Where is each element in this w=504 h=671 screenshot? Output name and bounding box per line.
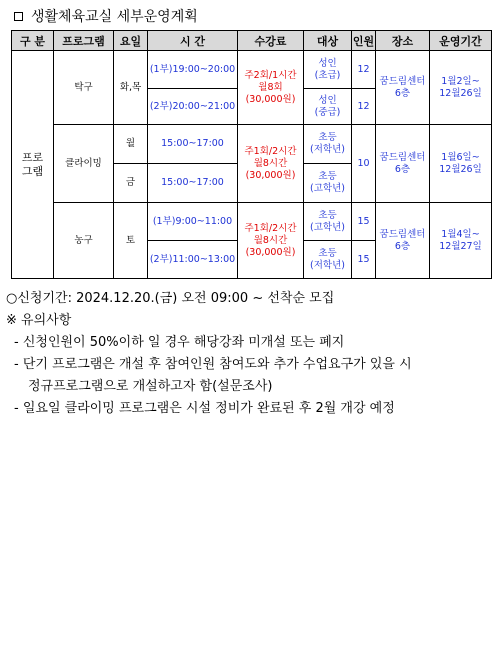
header-category: 구 분 bbox=[12, 31, 54, 51]
application-period: ○신청기간: 2024.12.20.(금) 오전 09:00 ~ 선착순 모집 bbox=[6, 291, 335, 306]
target-cell: 초등 (저학년) bbox=[304, 125, 352, 164]
target-cell: 초등 (고학년) bbox=[304, 164, 352, 203]
capacity-cell: 10 bbox=[352, 125, 376, 203]
program-name: 탁구 bbox=[54, 51, 114, 125]
time-slot: 15:00~17:00 bbox=[148, 125, 238, 164]
header-program: 프로그램 bbox=[54, 31, 114, 51]
program-name: 클라이밍 bbox=[54, 125, 114, 203]
fee-cell: 주1회/2시간 월8시간 (30,000원) bbox=[238, 203, 304, 279]
section-title-text: 생활체육교실 세부운영계획 bbox=[31, 9, 198, 25]
fee-cell: 주1회/2시간 월8시간 (30,000원) bbox=[238, 125, 304, 203]
capacity-cell: 15 bbox=[352, 241, 376, 279]
capacity-cell: 12 bbox=[352, 89, 376, 125]
header-target: 대상 bbox=[304, 31, 352, 51]
program-day: 월 bbox=[114, 125, 148, 164]
time-slot: (1부)9:00~11:00 bbox=[148, 203, 238, 241]
target-cell: 성인 (초급) bbox=[304, 51, 352, 89]
time-slot: (2부)11:00~13:00 bbox=[148, 241, 238, 279]
category-cell: 프로 그램 bbox=[12, 51, 54, 279]
header-place: 장소 bbox=[376, 31, 430, 51]
header-fee: 수강료 bbox=[238, 31, 304, 51]
table-row bbox=[12, 203, 492, 241]
target-cell: 초등 (고학년) bbox=[304, 203, 352, 241]
header-day: 요일 bbox=[114, 31, 148, 51]
table-row bbox=[12, 125, 492, 164]
period-cell: 1월2일~ 12월26일 bbox=[430, 51, 492, 125]
header-capacity: 인원 bbox=[352, 31, 376, 51]
target-cell: 초등 (저학년) bbox=[304, 241, 352, 279]
time-slot: 15:00~17:00 bbox=[148, 164, 238, 203]
notes-section bbox=[6, 288, 498, 420]
table-row bbox=[12, 51, 492, 89]
schedule-table bbox=[11, 30, 492, 279]
caution-title: ※ 유의사항 bbox=[6, 313, 72, 328]
caution-item: - 일요일 클라이밍 프로그램은 시설 정비가 완료된 후 2월 개강 예정 bbox=[14, 401, 395, 416]
caution-item: - 신청인원이 50%이하 일 경우 해당강좌 미개설 또는 폐지 bbox=[14, 335, 345, 350]
period-cell: 1월6일~ 12월26일 bbox=[430, 125, 492, 203]
place-cell: 꿈드림센터 6층 bbox=[376, 51, 430, 125]
header-period: 운영기간 bbox=[430, 31, 492, 51]
program-day: 금 bbox=[114, 164, 148, 203]
program-day: 토 bbox=[114, 203, 148, 279]
period-cell: 1월4일~ 12월27일 bbox=[430, 203, 492, 279]
header-time: 시 간 bbox=[148, 31, 238, 51]
checkbox-square-icon bbox=[14, 12, 23, 21]
table-header-row bbox=[12, 31, 492, 51]
program-name: 농구 bbox=[54, 203, 114, 279]
caution-item: - 단기 프로그램은 개설 후 참여인원 참여도와 추가 수업요구가 있을 시 bbox=[14, 357, 412, 372]
caution-item-continuation: 정규프로그램으로 개설하고자 함(설문조사) bbox=[28, 379, 273, 394]
place-cell: 꿈드림센터 6층 bbox=[376, 125, 430, 203]
time-slot: (2부)20:00~21:00 bbox=[148, 89, 238, 125]
target-cell: 성인 (중급) bbox=[304, 89, 352, 125]
time-slot: (1부)19:00~20:00 bbox=[148, 51, 238, 89]
program-day: 화,목 bbox=[114, 51, 148, 125]
fee-cell: 주2회/1시간 월8회 (30,000원) bbox=[238, 51, 304, 125]
capacity-cell: 12 bbox=[352, 51, 376, 89]
capacity-cell: 15 bbox=[352, 203, 376, 241]
section-title bbox=[14, 6, 198, 26]
place-cell: 꿈드림센터 6층 bbox=[376, 203, 430, 279]
